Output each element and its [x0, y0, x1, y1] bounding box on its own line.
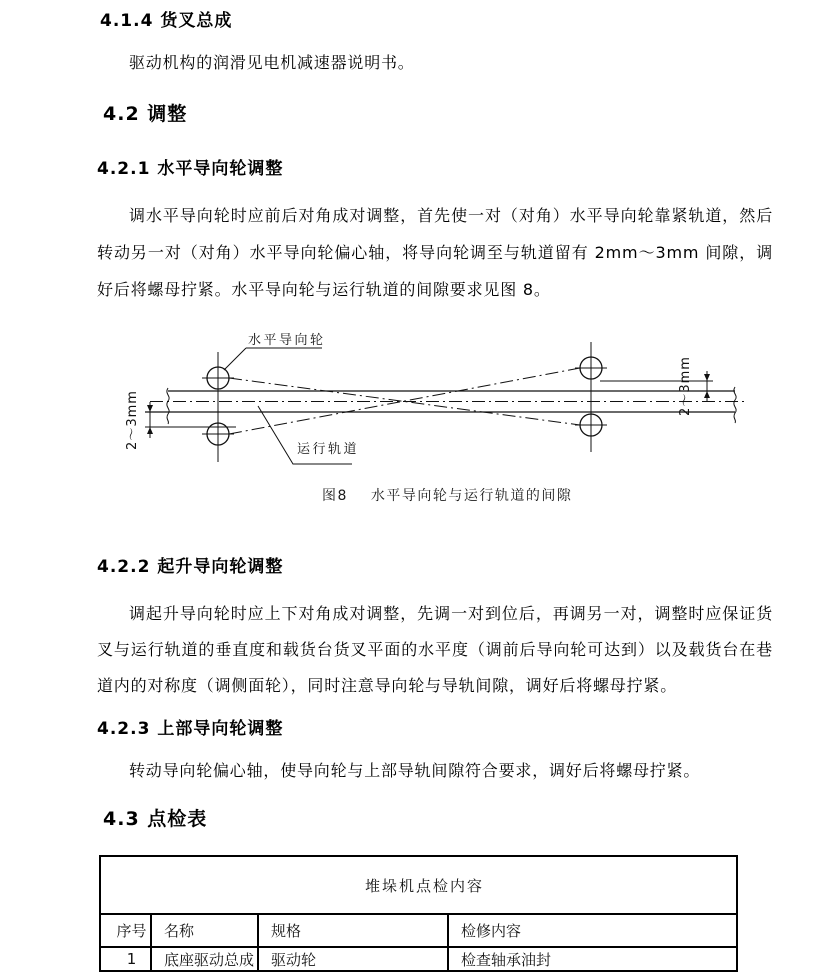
running-track	[145, 381, 748, 427]
guide-wheel-label: 水平导向轮	[248, 333, 326, 348]
figure-caption-text: 水平导向轮与运行轨道的间隙	[370, 488, 573, 504]
cell-spec: 驱动轮	[258, 947, 448, 971]
heading-4-2-1: 4.2.1 水平导向轮调整	[97, 159, 284, 179]
heading-4-2: 4.2 调整	[103, 103, 188, 125]
check-table	[99, 855, 738, 972]
dim-right-label: 2～3mm	[678, 356, 693, 416]
check-table-header-row	[100, 914, 737, 947]
table-row	[100, 947, 737, 971]
check-table-title-row	[100, 856, 737, 914]
para-4-2-1: 调水平导向轮时应前后对角成对调整，首先使一对（对角）水平导向轮靠紧轨道，然后转动另一对（对角）水平导向轮偏心轴，将导向轮调至与轨道留有 2mm～3mm 间隙，调好后将螺母拧紧。水平导向轮与运行轨道的间隙要求见图 8。	[97, 206, 773, 299]
dim-left-label: 2～3mm	[125, 390, 140, 450]
para-4-1-4: 驱动机构的润滑见电机减速器说明书。	[129, 53, 415, 72]
label-running-track	[258, 406, 359, 464]
para-4-2-3: 转动导向轮偏心轴，使导向轮与上部导轨间隙符合要求，调好后将螺母拧紧。	[129, 761, 701, 780]
dimension-left	[125, 390, 153, 450]
heading-4-2-3: 4.2.3 上部导向轮调整	[97, 719, 284, 739]
heading-4-1-4: 4.1.4 货叉总成	[100, 11, 233, 31]
figure-8-diagram	[0, 315, 827, 490]
col-header-content: 检修内容	[448, 914, 737, 947]
figure-caption	[322, 485, 572, 505]
para-4-2-2: 调起升导向轮时应上下对角成对调整，先调一对到位后，再调另一对，调整时应保证货叉与运行轨道的垂直度和载货台货叉平面的水平度（调前后导向轮可达到）以及载货台在巷道内的对称度（调侧面轮），同时注意导向轮与导轨间隙，调好后将螺母拧紧。	[97, 604, 773, 695]
col-header-name: 名称	[151, 914, 258, 947]
check-table-title: 堆垛机点检内容	[100, 856, 737, 914]
running-track-label: 运行轨道	[297, 442, 360, 457]
heading-4-3: 4.3 点检表	[103, 808, 208, 830]
dimension-right	[678, 356, 710, 416]
figure-caption-number: 图8	[322, 488, 348, 504]
cell-name: 底座驱动总成	[151, 947, 258, 971]
heading-4-2-2: 4.2.2 起升导向轮调整	[97, 557, 284, 577]
col-header-spec: 规格	[258, 914, 448, 947]
cell-no: 1	[100, 947, 151, 971]
cell-content: 检查轴承油封	[448, 947, 737, 971]
label-guide-wheel	[224, 332, 326, 370]
col-header-no: 序号	[100, 914, 151, 947]
